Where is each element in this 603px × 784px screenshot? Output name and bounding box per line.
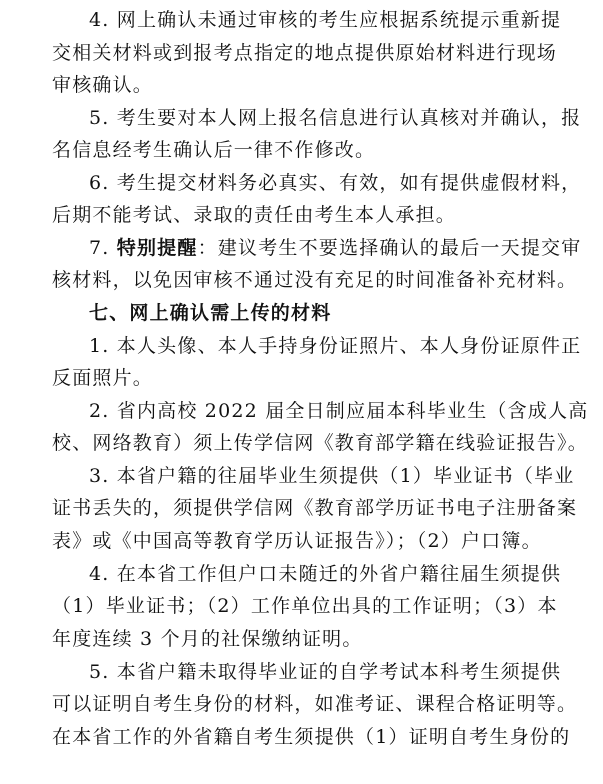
paragraph-line: 后期不能考试、录取的责任由考生本人承担。 xyxy=(52,204,457,226)
paragraph-line: 表》或《中国高等教育学历认证报告》）；（2）户口簿。 xyxy=(52,530,542,552)
paragraph-line: （1）毕业证书；（2）工作单位出具的工作证明；（3）本 xyxy=(52,595,558,617)
paragraph-line: 3. 本省户籍的往届毕业生须提供（1）毕业证书（毕业 xyxy=(89,465,575,487)
paragraph-line: 5. 考生要对本人网上报名信息进行认真核对并确认，报 xyxy=(89,107,582,129)
paragraph-line: 1. 本人头像、本人手持身份证照片、本人身份证原件正 xyxy=(89,335,582,357)
paragraph-line: 反面照片。 xyxy=(52,367,154,389)
paragraph-line: 6. 考生提交材料务必真实、有效，如有提供虚假材料， xyxy=(89,172,582,194)
paragraph-line: 名信息经考生确认后一律不作修改。 xyxy=(52,139,376,161)
paragraph-line: 7. 特别提醒：建议考生不要选择确认的最后一天提交审 xyxy=(89,237,582,259)
paragraph-line: 交相关材料或到报考点指定的地点提供原始材料进行现场 xyxy=(52,42,558,64)
paragraph-line: 在本省工作的外省籍自考生须提供（1）证明自考生身份的 xyxy=(52,726,571,748)
paragraph-line: 核材料，以免因审核不通过没有充足的时间准备补充材料。 xyxy=(52,269,578,291)
paragraph-line: 2. 省内高校 2022 届全日制应届本科毕业生（含成人高 xyxy=(89,400,589,422)
paragraph-line: 审核确认。 xyxy=(52,74,154,96)
section-heading: 七、网上确认需上传的材料 xyxy=(89,302,332,324)
paragraph-line: 校、网络教育）须上传学信网《教育部学籍在线验证报告》。 xyxy=(52,432,588,454)
paragraph-line: 年度连续 3 个月的社保缴纳证明。 xyxy=(52,628,363,650)
paragraph-line: 证书丢失的，须提供学信网《教育部学历证书电子注册备案 xyxy=(52,497,578,519)
paragraph-line: 4. 网上确认未通过审核的考生应根据系统提示重新提 xyxy=(89,9,562,31)
paragraph-line: 可以证明自考生身份的材料，如准考证、课程合格证明等。 xyxy=(52,693,578,715)
paragraph-line: 4. 在本省工作但户口未随迁的外省户籍往届生须提供 xyxy=(89,563,562,585)
paragraph-line: 5. 本省户籍未取得毕业证的自学考试本科考生须提供 xyxy=(89,661,562,683)
special-reminder-label: 特别提醒 xyxy=(116,237,198,259)
